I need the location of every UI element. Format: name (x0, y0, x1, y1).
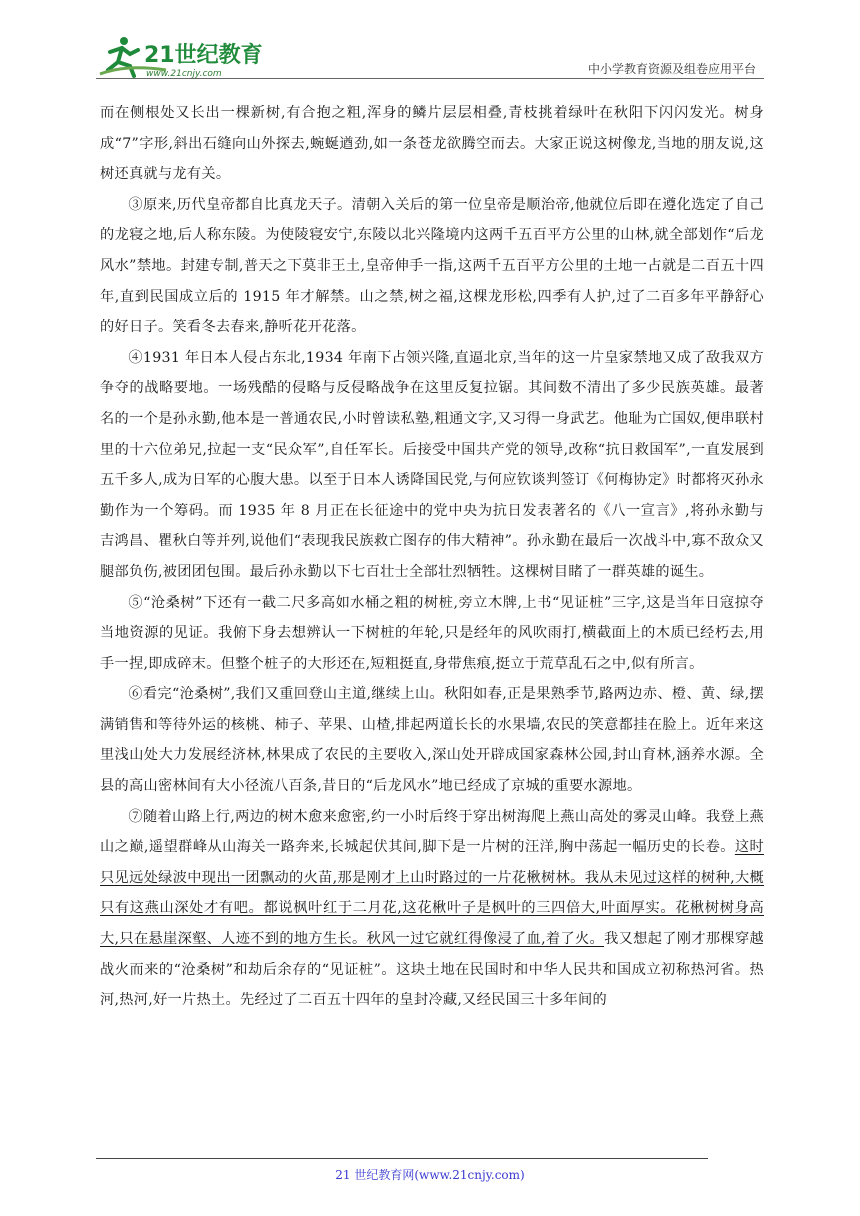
footer-divider (96, 1158, 708, 1159)
paragraph-text: ⑤“沧桑树”下还有一截二尺多高如水桶之粗的树桩,旁立木牌,上书“见证桩”三字,这是当年日寇掠夺当地资源的见证。我俯下身去想辨认一下树桩的年轮,只是经年的风吹雨打,横截面上的木质已经朽去,用手一捏,即成碎末。但整个桩子的大形还在,短粗挺直,身带焦痕,挺立于荒草乱石之中,似有所言。 (100, 594, 764, 672)
paragraph (100, 190, 764, 343)
logo-url: www.21cnjy.com (146, 69, 222, 79)
underlined-text: 这时只见远处绿波中现出一团飘动的火苗,那是刚才上山时路过的一片花楸树林。 (100, 839, 764, 886)
paragraph-text: 我又想起了刚才那棵穿越战火而来的“沧桑树”和劫后余存的“见证桩”。这块土地在民国时和中华人民共和国成立初称热河省。热河,热河,好一片热土。先经过了二百五十四年的皇封冷藏,又经民国三十多年间的 (100, 931, 764, 1009)
footer-text: 21 世纪教育网(www.21cnjy.com) (335, 1168, 525, 1182)
paragraph (100, 802, 764, 1016)
paragraph-text: ⑥看完“沧桑树”,我们又重回登山主道,继续上山。秋阳如春,正是果熟季节,路两边赤、橙、黄、绿,摆满销售和等待外运的核桃、柿子、苹果、山楂,排起两道长长的水果墙,农民的笑意都挂在脸上。近年来这里浅山处大力发展经济林,林果成了农民的主要收入,深山处开辟成国家森林公园,封山育林,涵养水源。全县的高山密林间有大小径流八百条,昔日的“后龙风水”地已经成了京城的重要水源地。 (100, 686, 764, 795)
paragraph (100, 679, 764, 801)
platform-name: 中小学教育资源及组卷应用平台 (587, 62, 756, 76)
logo (96, 34, 266, 80)
header-divider (96, 78, 764, 79)
underlined-text: 我从未见过这样的树种,大概只有这燕山深处才有吧。都说枫叶红于二月花,这花楸叶子是枫叶的三四倍大,叶面厚实。花楸树树身高大,只在悬崖深壑、人迹不到的地方生长。秋风一过它就红得像浸了血,着了火。 (100, 869, 764, 948)
paragraph-text: 而在侧根处又长出一棵新树,有合抱之粗,浑身的鳞片层层相叠,青枝挑着绿叶在秋阳下闪闪发光。树身成“7”字形,斜出石缝向山外探去,蜿蜒遒劲,如一条苍龙欲腾空而去。大家正说这树像龙,当地的朋友说,这树还真就与龙有关。 (100, 105, 764, 183)
paragraph (100, 98, 764, 190)
page-header (96, 34, 764, 80)
paragraph-text: ③原来,历代皇帝都自比真龙天子。清朝入关后的第一位皇帝是顺治帝,他就位后即在遵化选定了自己的龙寝之地,后人称东陵。为使陵寝安宁,东陵以北兴隆境内这两千五百平方公里的山林,就全部划作“后龙风水”禁地。封建专制,普天之下莫非王土,皇帝伸手一指,这两千五百平方公里的土地一占就是二百五十四年,直到民国成立后的 1915 年才解禁。山之禁,树之福,这棵龙形松,四季有人护,过了二百多年平静舒心的好日子。笑看冬去春来,静听花开花落。 (100, 196, 764, 336)
article-body (100, 98, 764, 1016)
paragraph-text: ④1931 年日本人侵占东北,1934 年南下占领兴隆,直逼北京,当年的这一片皇家禁地又成了敌我双方争夺的战略要地。一场残酷的侵略与反侵略战争在这里反复拉锯。其间数不清出了多少民族英雄。最著名的一个是孙永勤,他本是一普通农民,小时曾读私塾,粗通文字,又习得一身武艺。他耻为亡国奴,便串联村里的十六位弟兄,拉起一支“民众军”,自任军长。后接受中国共产党的领导,改称“抗日救国军”,一直发展到五千多人,成为日军的心腹大患。以至于日本人诱降国民党,与何应钦谈判签订《何梅协定》时都将灭孙永勤作为一个筹码。而 1935 年 8 月正在长征途中的党中央为抗日发表著名的《八一宣言》,将孙永勤与吉鸿昌、瞿秋白等并列,说他们“表现我民族救亡图存的伟大精神”。孙永勤在最后一次战斗中,寡不敌众又腿部负伤,被团团包围。最后孙永勤以下七百壮士全部壮烈牺牲。这棵树目睹了一群英雄的诞生。 (100, 349, 764, 580)
paragraph (100, 343, 764, 588)
logo-text: 21世纪教育 (144, 43, 263, 68)
paragraph-text: ⑦随着山路上行,两边的树木愈来愈密,约一小时后终于穿出树海爬上燕山高处的雾灵山峰。我登上燕山之巅,遥望群峰从山海关一路奔来,长城起伏其间,脚下是一片树的汪洋,胸中荡起一幅历史的长卷。 (100, 808, 764, 856)
paragraph (100, 588, 764, 680)
